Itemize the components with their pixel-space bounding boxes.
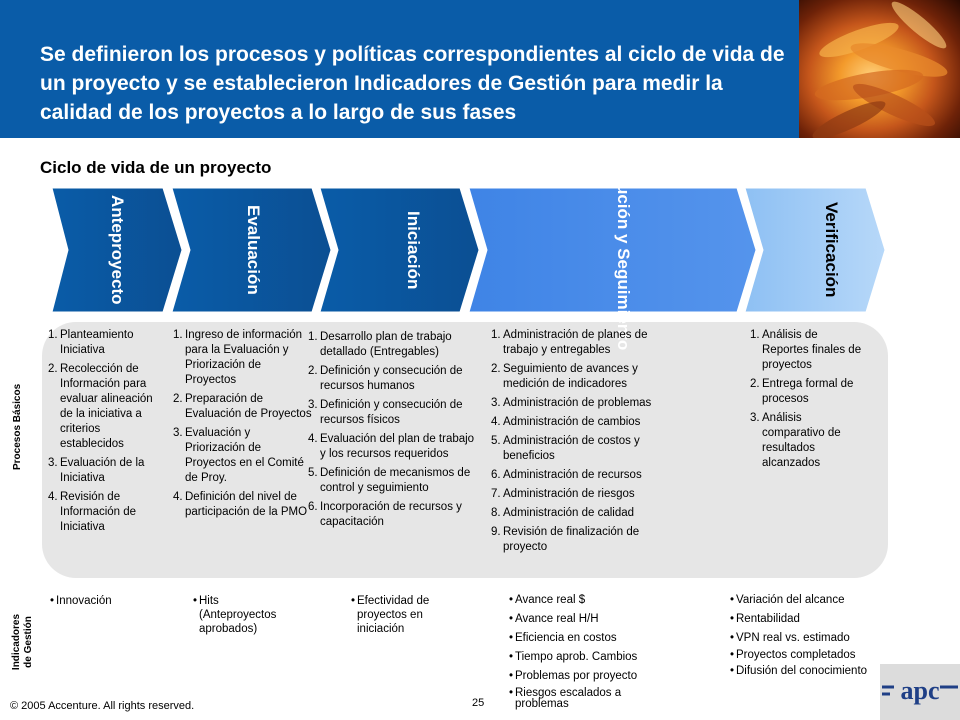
indicators-ejecucion bbox=[509, 593, 669, 715]
list-item: • Riesgos escalados a problemas bbox=[509, 688, 669, 710]
list-item: 6. Administración de recursos bbox=[491, 469, 642, 481]
row-label-indicadores: Indicadores de Gestión bbox=[11, 613, 34, 671]
hands-together-photo bbox=[799, 0, 960, 138]
list-item: 8. Administración de calidad bbox=[491, 507, 635, 519]
list-item: 3. Evaluación de la Iniciativa bbox=[48, 457, 145, 484]
indicators-verificacion bbox=[730, 593, 880, 682]
steps-verificacion bbox=[750, 328, 862, 475]
section-title: Ciclo de vida de un proyecto bbox=[40, 158, 272, 177]
list-item: 4. Administración de cambios bbox=[491, 416, 641, 428]
list-item: 2. Preparación de Evaluación de Proyectos bbox=[173, 393, 312, 420]
steps-ejecucion bbox=[491, 328, 681, 559]
list-item: • Variación del alcance bbox=[730, 593, 880, 607]
page-title: Se definieron los procesos y políticas correspondientes al ciclo de vida de un proyecto y se establecieron Indicadores de Gestión para medir la calidad de los proyectos a lo largo de sus fases bbox=[40, 43, 785, 124]
list-item: 4. Revisión de Información de Iniciativa bbox=[48, 491, 137, 533]
list-item: 9. Revisión de finalización de proyecto bbox=[491, 526, 640, 553]
list-item: • Innovación bbox=[50, 594, 160, 608]
list-item: • Avance real $ bbox=[509, 593, 669, 607]
list-item: • Tiempo aprob. Cambios bbox=[509, 650, 669, 664]
list-item: • VPN real vs. estimado bbox=[730, 631, 880, 645]
list-item: 3. Análisis comparativo de resultados alcanzados bbox=[750, 412, 841, 469]
list-item: 2. Entrega formal de procesos bbox=[750, 378, 854, 405]
phase-label-anteproyecto: Anteproyecto bbox=[108, 195, 127, 305]
list-item: 1. Administración de planes de trabajo y entregables bbox=[491, 329, 648, 356]
list-item: • Difusión del conocimiento bbox=[730, 666, 880, 677]
copyright-text: © 2005 Accenture. All rights reserved. bbox=[10, 700, 195, 712]
steps-anteproyecto bbox=[48, 328, 164, 539]
list-item: 1. Análisis de Reportes finales de proyectos bbox=[750, 329, 862, 371]
list-item: • Hits (Anteproyectos aprobados) bbox=[193, 594, 287, 636]
phase-label-iniciacion: Iniciación bbox=[404, 210, 423, 290]
list-item: 1. Ingreso de información para la Evaluación y Priorización de Proyectos bbox=[173, 329, 302, 386]
logo-text: apc bbox=[900, 676, 940, 705]
list-item: 5. Definición de mecanismos de control y seguimiento bbox=[308, 467, 471, 494]
row-label-procesos: Procesos Básicos bbox=[12, 383, 23, 470]
list-item: • Efectividad de proyectos en iniciación bbox=[351, 594, 461, 636]
indicators-iniciacion bbox=[351, 594, 461, 641]
list-item: • Eficiencia en costos bbox=[509, 631, 669, 645]
list-item: 3. Administración de problemas bbox=[491, 397, 652, 409]
list-item: • Proyectos completados bbox=[730, 650, 880, 661]
list-item: • Problemas por proyecto bbox=[509, 669, 669, 683]
list-item: 5. Administración de costos y beneficios bbox=[491, 435, 640, 462]
list-item: 3. Definición y consecución de recursos físicos bbox=[308, 399, 463, 426]
steps-iniciacion bbox=[308, 330, 478, 534]
list-item: • Avance real H/H bbox=[509, 612, 669, 626]
page-number: 25 bbox=[472, 697, 485, 709]
header-banner bbox=[0, 0, 960, 138]
list-item: 1. Planteamiento Iniciativa bbox=[48, 329, 134, 356]
phase-label-verificacion: Verificación bbox=[822, 202, 841, 298]
list-item: 2. Recolección de Información para evaluar alineación de la iniciativa a criterios establecidos bbox=[48, 363, 153, 450]
list-item: 3. Evaluación y Priorización de Proyectos en el Comité de Proy. bbox=[173, 427, 304, 484]
list-item: 4. Definición del nivel de participación de la PMO bbox=[173, 491, 308, 518]
apc-logo bbox=[880, 664, 960, 720]
list-item: 2. Definición y consecución de recursos humanos bbox=[308, 365, 463, 392]
phase-label-evaluacion: Evaluación bbox=[244, 205, 263, 295]
phase-label-ejecucion: Ejecución y Seguimiento bbox=[614, 149, 633, 351]
list-item: 1. Desarrollo plan de trabajo detallado (Entregables) bbox=[308, 331, 452, 358]
list-item: 6. Incorporación de recursos y capacitación bbox=[308, 501, 462, 528]
list-item: 7. Administración de riesgos bbox=[491, 488, 635, 500]
indicators-evaluacion bbox=[193, 594, 287, 641]
list-item: • Rentabilidad bbox=[730, 612, 880, 626]
list-item: 4. Evaluación del plan de trabajo y los recursos requeridos bbox=[308, 433, 475, 460]
list-item: 2. Seguimiento de avances y medición de indicadores bbox=[491, 363, 638, 390]
steps-evaluacion bbox=[173, 328, 313, 524]
indicators-anteproyecto bbox=[50, 594, 160, 613]
